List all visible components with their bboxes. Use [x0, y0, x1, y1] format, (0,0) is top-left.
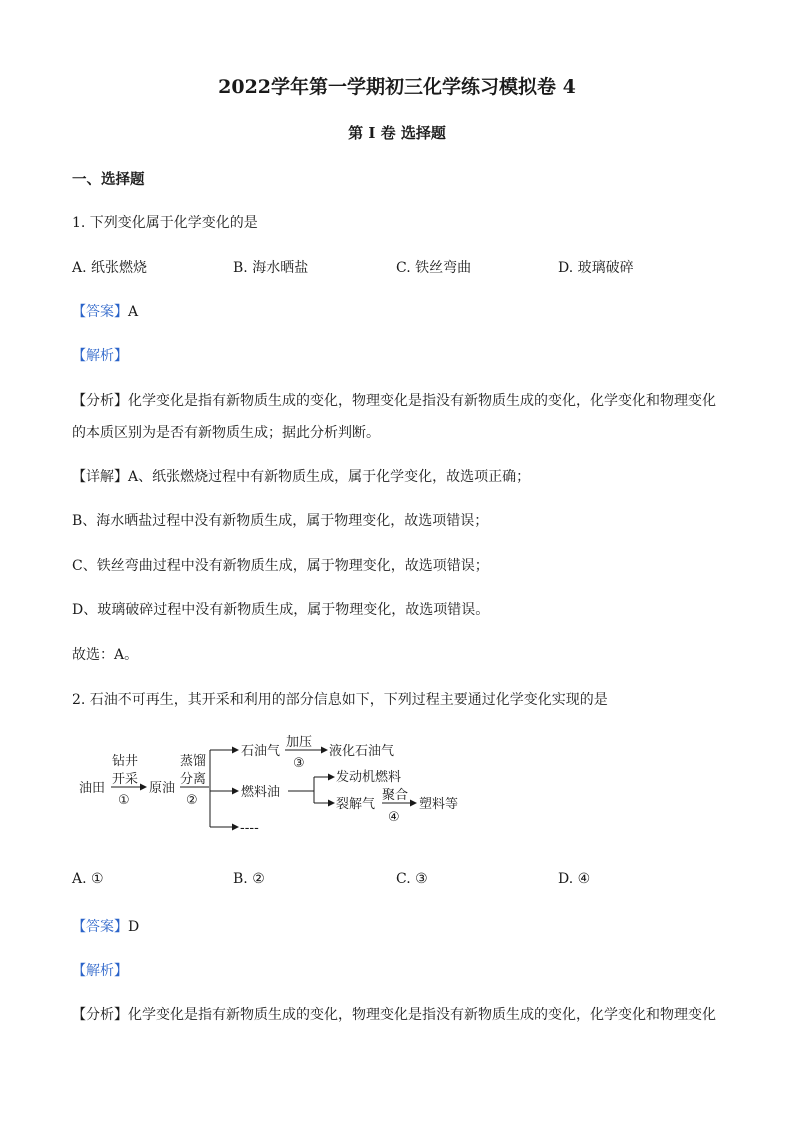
question-1-xiangjie-c: C、铁丝弯曲过程中没有新物质生成，属于物理变化，故选项错误；	[72, 558, 489, 574]
label-crude-oil: 原油	[149, 781, 176, 796]
question-1-answer	[72, 301, 138, 321]
answer-value: D	[128, 919, 140, 935]
question-1-conclusion: 故选：A。	[72, 647, 139, 663]
label-pressurize: 加压	[286, 735, 313, 750]
label-lpg: 液化石油气	[329, 744, 395, 759]
question-1-fenxi-line-1	[72, 390, 716, 410]
label-step-3: ③	[293, 756, 305, 771]
question-2-option-b: B. ②	[233, 871, 265, 887]
answer-tag: 【答案】	[72, 304, 128, 320]
label-step-2: ②	[186, 793, 198, 808]
label-polymerize: 聚合	[382, 788, 409, 803]
question-2-stem: 2. 石油不可再生，其开采和利用的部分信息如下，下列过程主要通过化学变化实现的是	[72, 692, 608, 708]
xiangjie-text: A、纸张燃烧过程中有新物质生成，属于化学变化，故选项正确；	[128, 469, 531, 485]
question-2-option-d: D. ④	[558, 871, 591, 887]
label-petroleum-gas: 石油气	[241, 744, 281, 759]
fenxi-tag: 【分析】	[72, 393, 128, 409]
label-step-1: ①	[118, 793, 130, 808]
question-1-option-c: C. 铁丝弯曲	[396, 260, 472, 276]
answer-tag: 【答案】	[72, 919, 128, 935]
label-drill: 钻井	[112, 754, 139, 769]
question-2-fenxi-line-1	[72, 1004, 716, 1024]
label-cracked-gas: 裂解气	[336, 797, 376, 812]
question-2-analysis-heading: 【解析】	[72, 963, 128, 979]
xiangjie-tag: 【详解】	[72, 469, 128, 485]
question-1-xiangjie-a	[72, 466, 530, 486]
question-2-answer	[72, 916, 139, 936]
question-1-stem: 1. 下列变化属于化学变化的是	[72, 215, 258, 231]
question-1-option-d: D. 玻璃破碎	[558, 260, 634, 276]
volume-title: 第 I 卷 选择题	[348, 124, 446, 142]
question-1-analysis-heading: 【解析】	[72, 348, 128, 364]
label-extract: 开采	[112, 772, 139, 787]
label-oilfield: 油田	[79, 781, 106, 796]
fenxi-tag: 【分析】	[72, 1007, 128, 1023]
question-2-option-a: A. ①	[72, 871, 104, 887]
question-1-fenxi-line-2: 的本质区别为是否有新物质生成；据此分析判断。	[72, 425, 380, 441]
question-1-xiangjie-d: D、玻璃破碎过程中没有新物质生成，属于物理变化，故选项错误。	[72, 602, 490, 618]
label-distill: 蒸馏	[180, 754, 207, 769]
label-step-4: ④	[388, 810, 400, 825]
question-2-option-c: C. ③	[396, 871, 428, 887]
label-engine-fuel: 发动机燃料	[336, 770, 402, 785]
label-separate: 分离	[180, 772, 207, 787]
label-plastics: 塑料等	[419, 797, 459, 812]
petroleum-process-diagram	[72, 728, 472, 838]
question-1-option-b: B. 海水晒盐	[233, 260, 309, 276]
document-title: 2022学年第一学期初三化学练习模拟卷 4	[218, 76, 576, 98]
label-fuel-oil: 燃料油	[241, 785, 281, 800]
section-heading: 一、选择题	[72, 171, 145, 188]
question-1-xiangjie-b: B、海水晒盐过程中没有新物质生成，属于物理变化，故选项错误；	[72, 513, 489, 529]
fenxi-text: 化学变化是指有新物质生成的变化，物理变化是指没有新物质生成的变化，化学变化和物理变化	[128, 393, 716, 409]
fenxi-text: 化学变化是指有新物质生成的变化，物理变化是指没有新物质生成的变化，化学变化和物理变化	[128, 1007, 716, 1023]
answer-value: A	[128, 304, 139, 320]
label-more: ----	[240, 821, 259, 836]
question-1-option-a: A. 纸张燃烧	[72, 260, 148, 276]
